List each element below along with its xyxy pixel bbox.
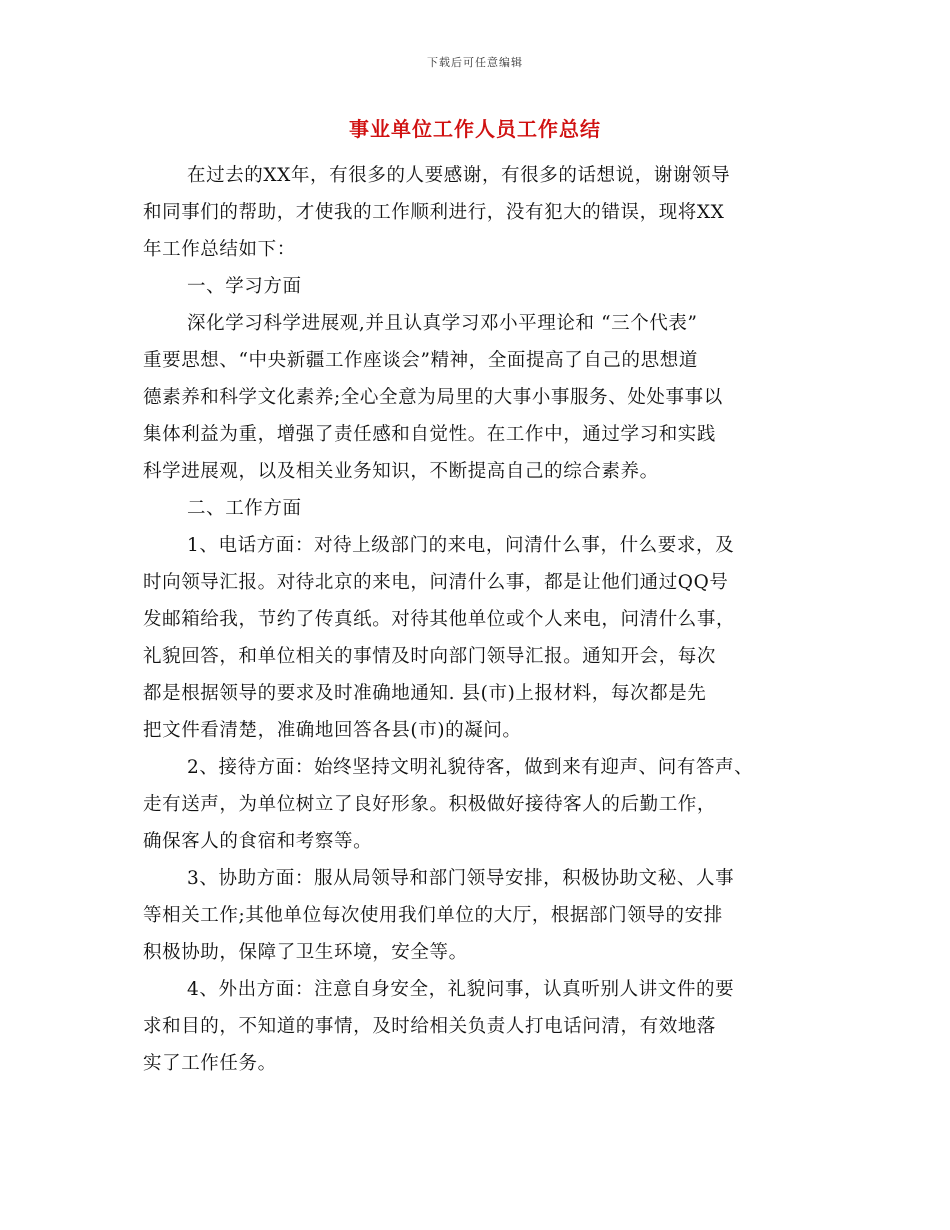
paragraph-line: 求和目的，不知道的事情，及时给相关负责人打电话问清，有效地落 bbox=[143, 1016, 717, 1037]
paragraph-line: 4、外出方面：注意自身安全，礼貌问事，认真听别人讲文件的要 bbox=[187, 979, 735, 1000]
paragraph-line: 在过去的XX年，有很多的人要感谢，有很多的话想说，谢谢领导 bbox=[187, 165, 731, 186]
paragraph-line: 积极协助，保障了卫生环境，安全等。 bbox=[143, 942, 468, 963]
paragraph-line: 确保客人的食宿和考察等。 bbox=[143, 831, 373, 852]
paragraph-line: 都是根据领导的要求及时准确地通知. 县(市)上报材料，每次都是先 bbox=[143, 683, 707, 704]
paragraph-line: 实了工作任务。 bbox=[143, 1053, 277, 1074]
paragraph-line: 1、电话方面：对待上级部门的来电，问清什么事，什么要求，及 bbox=[187, 535, 735, 556]
document-body bbox=[143, 157, 843, 1082]
paragraph-line: 走有送声，为单位树立了良好形象。积极做好接待客人的后勤工作， bbox=[143, 794, 717, 815]
paragraph-line: 科学进展观，以及相关业务知识，不断提高自己的综合素养。 bbox=[143, 461, 659, 482]
document-title: 事业单位工作人员工作总结 bbox=[349, 117, 601, 141]
paragraph-line: 3、协助方面：服从局领导和部门领导安排，积极协助文秘、人事 bbox=[187, 868, 735, 889]
paragraph-line: 发邮箱给我，节约了传真纸。对待其他单位或个人来电，问清什么事， bbox=[143, 609, 736, 630]
paragraph-line: 重要思想、“中央新疆工作座谈会”精神，全面提高了自己的思想道 bbox=[143, 350, 698, 371]
paragraph-line: 2、接待方面：始终坚持文明礼貌待客，做到来有迎声、问有答声、 bbox=[187, 757, 754, 778]
paragraph-line: 年工作总结如下： bbox=[143, 239, 296, 260]
header-note: 下载后可任意编辑 bbox=[427, 56, 523, 69]
paragraph-line: 深化学习科学进展观,并且认真学习邓小平理论和 “三个代表” bbox=[187, 313, 698, 334]
paragraph-line: 等相关工作;其他单位每次使用我们单位的大厅，根据部门领导的安排 bbox=[143, 905, 723, 926]
paragraph-line: 和同事们的帮助，才使我的工作顺利进行，没有犯大的错误，现将XX bbox=[143, 202, 725, 223]
section-heading: 二、工作方面 bbox=[187, 498, 302, 519]
paragraph-line: 德素养和科学文化素养;全心全意为局里的大事小事服务、处处事事以 bbox=[143, 387, 723, 408]
paragraph-line: 把文件看清楚，准确地回答各县(市)的凝问。 bbox=[143, 720, 522, 741]
section-heading: 一、学习方面 bbox=[187, 276, 302, 297]
paragraph-line: 礼貌回答，和单位相关的事情及时向部门领导汇报。通知开会，每次 bbox=[143, 646, 717, 667]
paragraph-line: 集体利益为重，增强了责任感和自觉性。在工作中，通过学习和实践 bbox=[143, 424, 717, 445]
paragraph-line: 时向领导汇报。对待北京的来电，问清什么事，都是让他们通过QQ号 bbox=[143, 572, 729, 593]
